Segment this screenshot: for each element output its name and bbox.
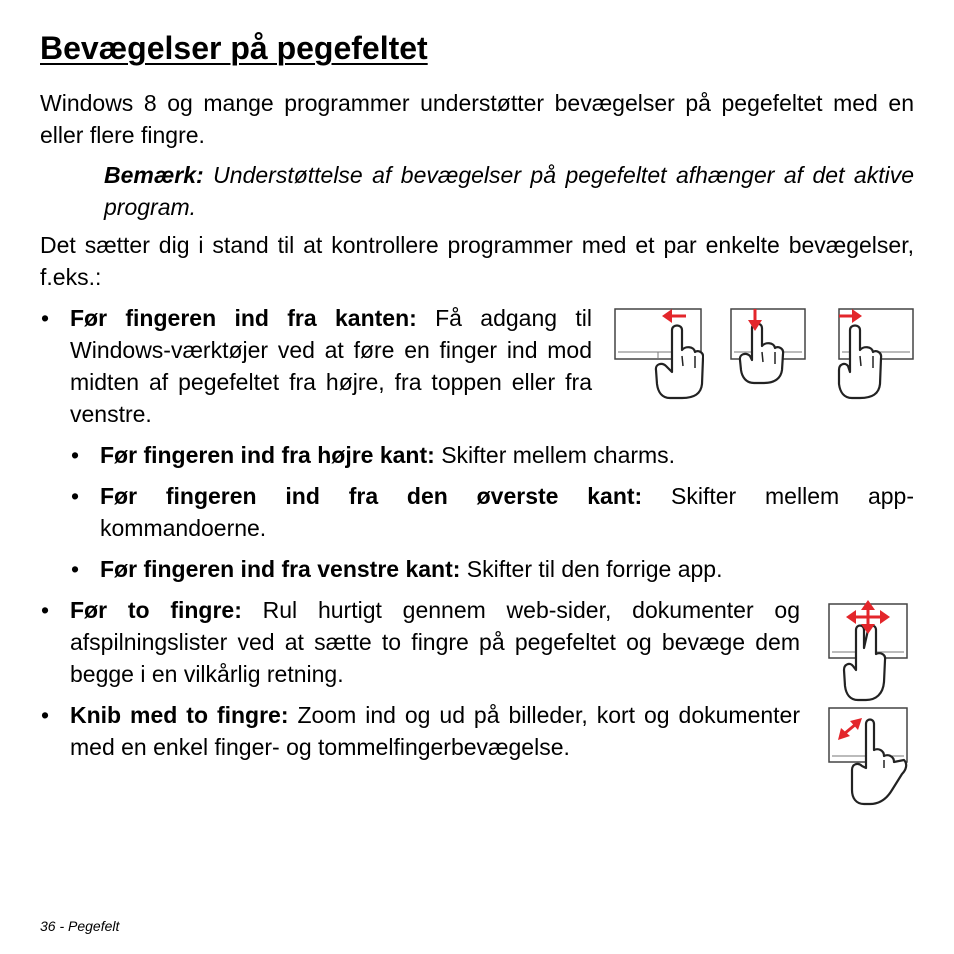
sub-bullet-label: Før fingeren ind fra højre kant: <box>100 442 435 468</box>
sub-bullet-text: Skifter til den forrige app. <box>460 556 723 582</box>
bullet-label: Før fingeren ind fra kanten: <box>70 305 417 331</box>
two-finger-scroll-icon <box>826 600 910 702</box>
bullet-label: Knib med to fingre: <box>70 702 289 728</box>
swipe-right-edge-icon <box>612 306 704 400</box>
bullet-glyph: • <box>41 702 50 728</box>
bullet-label: Før to fingre: <box>70 597 242 623</box>
bullet-glyph: • <box>71 556 80 582</box>
note-label: Bemærk: <box>104 162 204 188</box>
swipe-top-edge-icon <box>728 306 808 386</box>
sub-bullet-text: Skifter mellem app-kommandoerne. <box>100 483 914 541</box>
pinch-zoom-icon <box>826 704 910 806</box>
sub-bullet-top-edge <box>71 480 914 544</box>
bullet-text: Zoom ind og ud på billeder, kort og dokumenter med en enkel finger- og tommelfingerbevægelse. <box>70 702 800 760</box>
note-text: Understøttelse af bevægelser på pegefeltet afhænger af det aktive program. <box>104 162 914 220</box>
bullet-glyph: • <box>41 597 50 623</box>
sub-bullet-label: Før fingeren ind fra venstre kant: <box>100 556 461 582</box>
sub-bullet-text: Skifter mellem charms. <box>434 442 676 468</box>
bullet-text: Få adgang til Windows-værktøjer ved at føre en finger ind mod midten af pegefeltet fra højre, fra toppen eller fra venstre. <box>70 305 592 427</box>
page-footer: 36 - Pegefelt <box>40 918 120 934</box>
bullet-two-finger <box>41 594 800 690</box>
page-title: Bevægelser på pegefeltet <box>40 30 428 66</box>
sub-bullet-left-edge <box>71 553 914 585</box>
sub-bullet-label: Før fingeren ind fra den øverste kant: <box>100 483 643 509</box>
bullet-glyph: • <box>71 442 80 468</box>
sub-bullet-right-edge <box>71 439 914 471</box>
bullet-glyph: • <box>41 305 50 331</box>
lead-paragraph: Det sætter dig i stand til at kontrollere programmer med et par enkelte bevægelser, f.eks.: <box>40 232 914 290</box>
bullet-glyph: • <box>71 483 80 509</box>
bullet-edge-swipe <box>41 302 592 430</box>
intro-paragraph: Windows 8 og mange programmer understøtter bevægelser på pegefeltet med en eller flere fingre. <box>40 90 914 148</box>
swipe-left-edge-icon <box>836 306 916 400</box>
bullet-text: Rul hurtigt gennem web-sider, dokumenter og afspilningslister ved at sætte to fingre på pegefeltet og bevæge dem begge i en vilkårlig retning. <box>70 597 800 687</box>
note-paragraph <box>104 159 914 223</box>
bullet-pinch <box>41 699 800 763</box>
